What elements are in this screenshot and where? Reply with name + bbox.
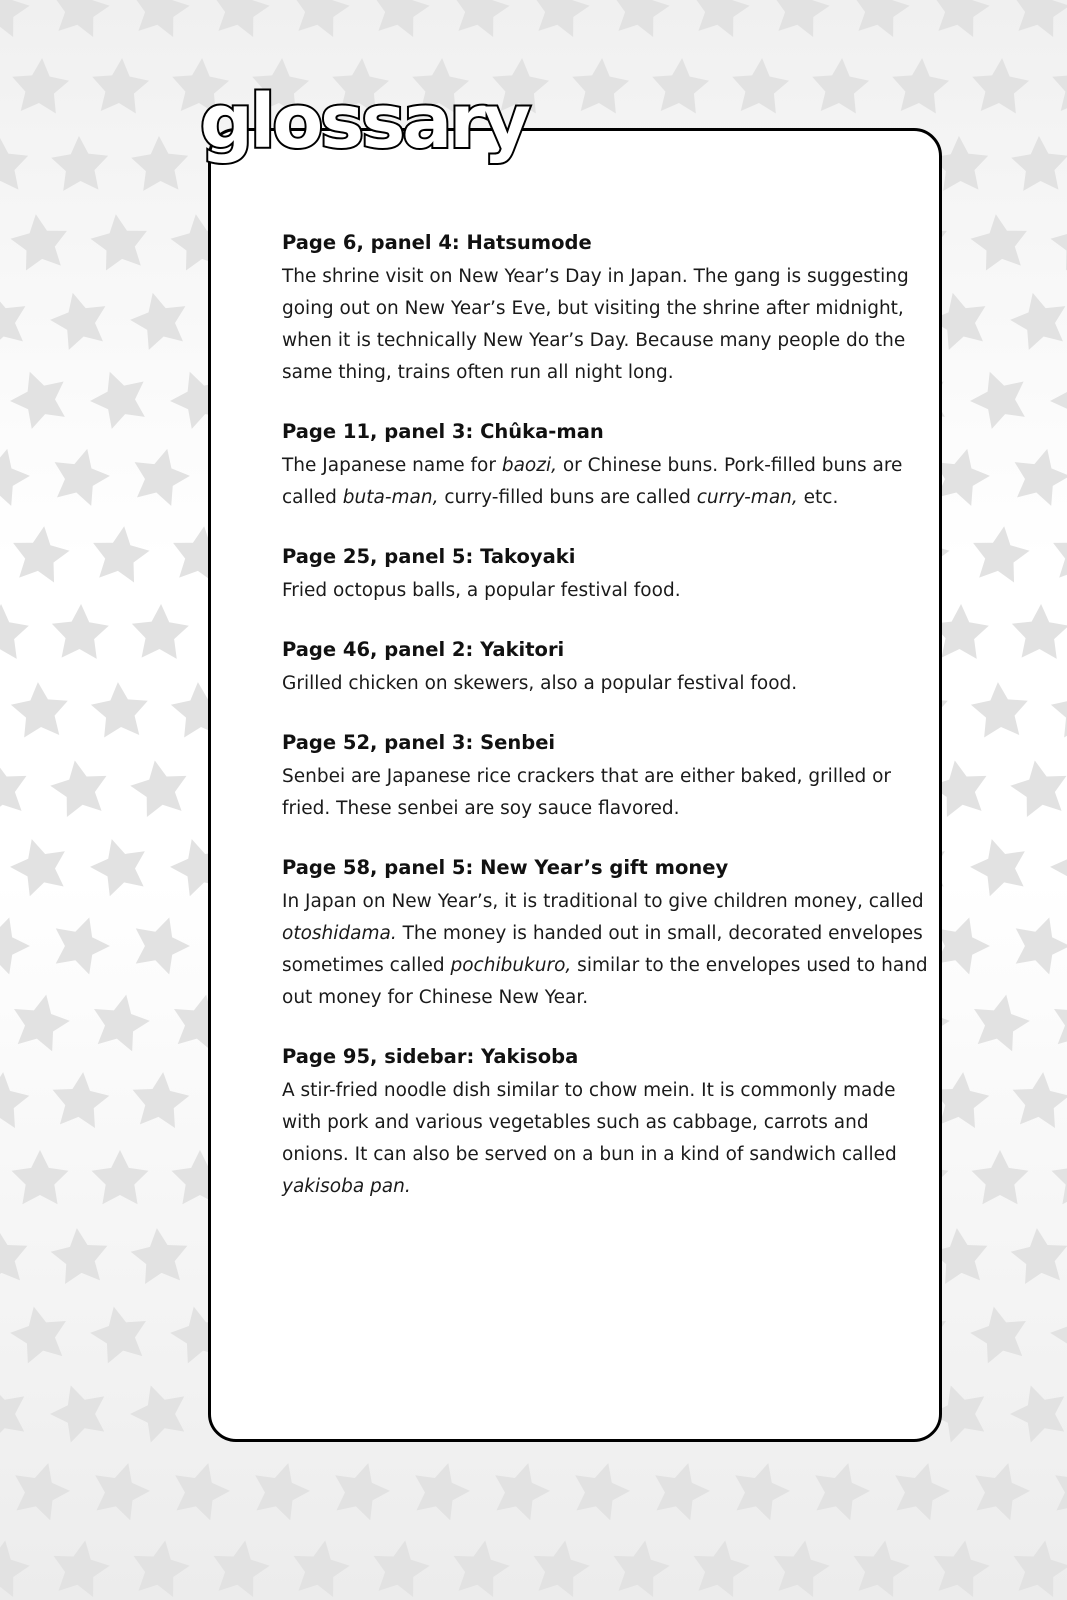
definition-text: A stir-fried noodle dish similar to chow mein. It is commonly made [282, 1080, 896, 1101]
star-shape [86, 1301, 153, 1366]
star-shape [968, 522, 1032, 584]
definition-line [282, 950, 928, 982]
definition-line [282, 668, 882, 700]
star-shape [125, 909, 196, 978]
glossary-entry [282, 855, 928, 1014]
star-shape [49, 1069, 111, 1129]
star-shape [966, 1455, 1036, 1523]
star-shape [7, 989, 74, 1054]
star-shape [49, 1225, 111, 1285]
star-shape [966, 1301, 1033, 1366]
star-shape [650, 56, 711, 114]
star-shape [890, 56, 951, 114]
star-shape [0, 135, 29, 191]
definition-text: The money is handed out in small, decorated envelopes [396, 923, 923, 944]
star-shape [810, 56, 871, 114]
glossary-entry [282, 1044, 897, 1203]
star-shape [0, 286, 34, 352]
star-shape [0, 1377, 35, 1446]
entry-heading: Page 52, panel 3: Senbei [282, 731, 556, 754]
star-shape [84, 831, 154, 899]
definition-text: curry-filled buns are called [438, 487, 697, 508]
star-shape [131, 603, 190, 659]
star-shape [1007, 756, 1067, 819]
star-shape [48, 0, 114, 39]
star-shape [972, 1150, 1029, 1204]
star-shape [128, 1536, 194, 1599]
star-shape [88, 522, 152, 584]
star-shape [368, 1536, 434, 1599]
star-shape [0, 1069, 31, 1129]
star-shape [848, 1536, 914, 1599]
definition-text: In Japan on New Year’s, it is traditional to give children money, called [282, 891, 924, 912]
star-shape [124, 1377, 195, 1446]
star-shape [0, 909, 36, 978]
glossary-panel [208, 128, 942, 1442]
definition-text: Grilled chicken on skewers, also a popular festival food. [282, 673, 798, 694]
star-shape [688, 1536, 754, 1599]
star-shape [50, 135, 109, 191]
entry-definition [282, 1075, 897, 1203]
star-shape [768, 1536, 834, 1599]
definition-line [282, 450, 903, 482]
glossary-entry [282, 730, 892, 825]
definition-text: same thing, trains often run all night long. [282, 362, 674, 383]
star-shape [646, 1455, 716, 1523]
star-shape [1009, 1069, 1067, 1129]
definition-line [282, 886, 924, 918]
star-shape [928, 0, 994, 39]
star-shape [8, 210, 72, 272]
star-shape [1005, 909, 1067, 978]
star-shape [886, 1455, 956, 1523]
star-shape [1046, 1455, 1067, 1523]
star-shape [47, 756, 113, 819]
entry-definition [282, 761, 892, 825]
definition-line [282, 482, 882, 514]
star-shape [89, 680, 150, 738]
star-shape [4, 831, 74, 899]
entry-heading: Page 95, sidebar: Yakisoba [282, 1045, 579, 1068]
star-shape [86, 1455, 156, 1523]
entry-definition [282, 575, 882, 607]
star-shape [570, 56, 631, 114]
glossary-entry [282, 230, 909, 389]
entry-heading: Page 6, panel 4: Hatsumode [282, 231, 592, 254]
star-shape [1009, 1225, 1067, 1285]
definition-term: baozi, [501, 455, 557, 476]
star-shape [129, 1069, 191, 1129]
star-shape [608, 1536, 674, 1599]
star-shape [6, 1301, 73, 1366]
star-shape [127, 756, 193, 819]
star-shape [92, 1150, 149, 1204]
star-shape [1043, 362, 1067, 433]
star-shape [730, 56, 791, 114]
star-shape [1050, 56, 1067, 114]
glossary-entry [282, 419, 903, 514]
definition-term: yakisoba pan. [282, 1176, 411, 1197]
star-shape [963, 362, 1035, 433]
definition-text: similar to the envelopes used to hand [571, 955, 928, 976]
star-shape [44, 1377, 115, 1446]
star-shape [1049, 680, 1067, 738]
definition-term: buta-man, [342, 487, 439, 508]
star-shape [688, 0, 754, 39]
definition-line [282, 793, 882, 825]
star-shape [87, 989, 154, 1054]
entry-definition [282, 886, 928, 1014]
definition-line [282, 1107, 882, 1139]
star-shape [208, 1536, 274, 1599]
entry-heading: Page 25, panel 5: Takoyaki [282, 545, 576, 568]
definition-text: called [282, 487, 343, 508]
glossary-entries [282, 230, 928, 1233]
star-shape [1006, 442, 1067, 508]
star-shape [126, 442, 194, 508]
star-shape [130, 135, 189, 191]
definition-text: or Chinese buns. Pork-filled buns are [556, 455, 903, 476]
star-shape [970, 56, 1031, 114]
glossary-title: glossary [200, 79, 528, 165]
star-shape [448, 0, 514, 39]
definition-line [282, 1171, 882, 1203]
definition-line [282, 982, 882, 1014]
definition-line [282, 293, 904, 325]
definition-term: otoshidama. [282, 923, 397, 944]
definition-text: out money for Chinese New Year. [282, 987, 589, 1008]
star-shape [128, 0, 194, 39]
entry-heading: Page 11, panel 3: Chûka-man [282, 420, 604, 443]
glossary-entry [282, 637, 882, 700]
star-shape [0, 0, 33, 39]
star-shape [768, 0, 834, 39]
star-shape [448, 1536, 514, 1599]
star-shape [608, 0, 674, 39]
star-shape [566, 1455, 636, 1523]
star-shape [1004, 1377, 1067, 1446]
definition-line [282, 761, 892, 793]
star-shape [1005, 286, 1067, 352]
star-shape [0, 603, 30, 659]
star-shape [6, 1455, 76, 1523]
entry-definition [282, 668, 882, 700]
definition-line [282, 325, 906, 357]
definition-text: The shrine visit on New Year’s Day in Japan. The gang is suggesting [282, 266, 909, 287]
definition-term: pochibukuro, [450, 955, 572, 976]
definition-term: curry-man, [696, 487, 798, 508]
definition-text: with pork and various vegetables such as cabbage, carrots and [282, 1112, 869, 1133]
star-shape [0, 1536, 33, 1599]
star-shape [129, 1225, 191, 1285]
star-shape [166, 1455, 236, 1523]
star-shape [288, 0, 354, 39]
star-shape [928, 1536, 994, 1599]
star-shape [1048, 522, 1067, 584]
star-shape [528, 0, 594, 39]
definition-line [282, 1075, 896, 1107]
star-shape [1046, 1301, 1067, 1366]
definition-text: when it is technically New Year’s Day. Because many people do the [282, 330, 906, 351]
star-shape [90, 56, 151, 114]
star-shape [1048, 210, 1067, 272]
star-shape [1008, 0, 1067, 39]
star-shape [0, 756, 32, 819]
star-shape [45, 909, 116, 978]
star-shape [1044, 831, 1067, 899]
star-shape [806, 1455, 876, 1523]
star-shape [1052, 1150, 1067, 1204]
glossary-entry [282, 544, 882, 607]
definition-text: onions. It can also be served on a bun in a kind of sandwich called [282, 1144, 897, 1165]
star-shape [969, 680, 1030, 738]
definition-text: fried. These senbei are soy sauce flavored. [282, 798, 680, 819]
star-shape [848, 0, 914, 39]
definition-text: The Japanese name for [282, 455, 502, 476]
star-shape [45, 286, 113, 352]
star-shape [83, 362, 155, 433]
star-shape [0, 442, 35, 508]
star-shape [246, 1455, 316, 1523]
definition-text: Fried octopus balls, a popular festival food. [282, 580, 681, 601]
star-shape [1010, 135, 1067, 191]
star-shape [9, 680, 70, 738]
definition-line [282, 261, 909, 293]
definition-line [282, 575, 882, 607]
definition-text: etc. [797, 487, 839, 508]
star-shape [528, 1536, 594, 1599]
star-shape [726, 1455, 796, 1523]
star-shape [1047, 989, 1067, 1054]
entry-heading: Page 58, panel 5: New Year’s gift money [282, 856, 729, 879]
star-shape [125, 286, 193, 352]
star-shape [3, 362, 75, 433]
star-shape [1011, 603, 1067, 659]
definition-line [282, 357, 882, 389]
definition-line [282, 918, 923, 950]
star-shape [406, 1455, 476, 1523]
star-shape [288, 1536, 354, 1599]
star-shape [968, 210, 1032, 272]
star-shape [967, 989, 1034, 1054]
star-shape [208, 0, 274, 39]
definition-line [282, 1139, 897, 1171]
definition-text: Senbei are Japanese rice crackers that are either baked, grilled or [282, 766, 892, 787]
star-shape [368, 0, 434, 39]
star-shape [486, 1455, 556, 1523]
entry-definition [282, 450, 903, 514]
star-shape [48, 1536, 114, 1599]
definition-text: sometimes called [282, 955, 451, 976]
entry-definition [282, 261, 909, 389]
star-shape [326, 1455, 396, 1523]
star-shape [46, 442, 114, 508]
star-shape [8, 522, 72, 584]
star-shape [51, 603, 110, 659]
star-shape [10, 56, 71, 114]
definition-text: going out on New Year’s Eve, but visiting the shrine after midnight, [282, 298, 904, 319]
star-shape [1008, 1536, 1067, 1599]
star-shape [12, 1150, 69, 1204]
entry-heading: Page 46, panel 2: Yakitori [282, 638, 565, 661]
star-shape [88, 210, 152, 272]
star-shape [964, 831, 1034, 899]
star-shape [0, 1225, 31, 1285]
